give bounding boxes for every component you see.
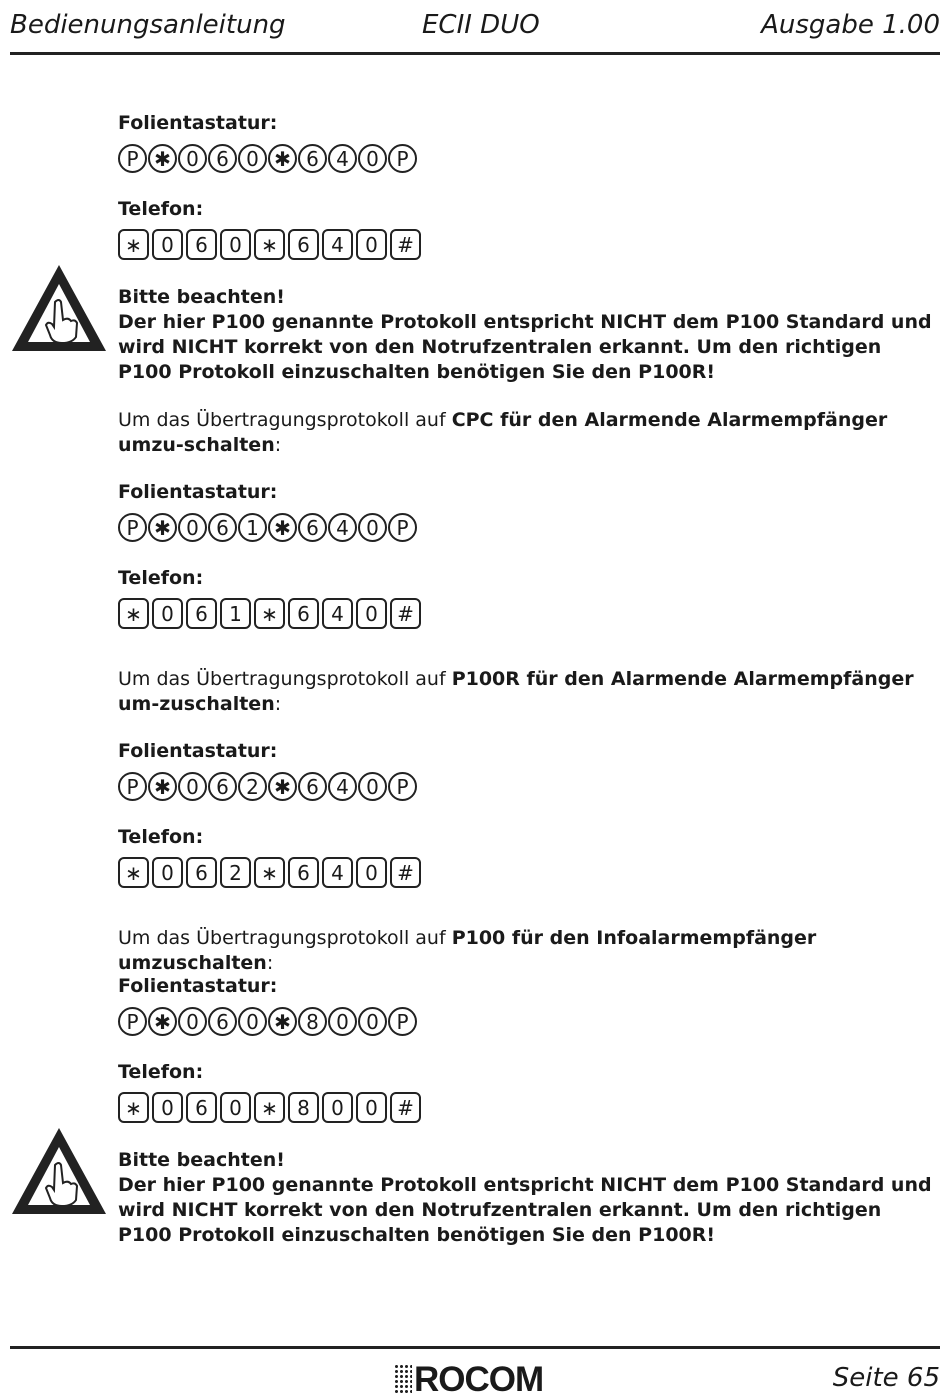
intro-tail: : [274, 693, 282, 715]
keypad-key-round: 6 [208, 144, 237, 173]
phone-key: 8 [288, 1092, 319, 1123]
page-footer [10, 1346, 940, 1399]
keypad-key-round: ✱ [268, 513, 297, 542]
intro-paragraph [118, 408, 933, 458]
phone-key: ∗ [254, 229, 285, 260]
keypad-key-round: 0 [238, 144, 267, 173]
keypad-key-round: P [118, 1007, 147, 1036]
telefon-keys [118, 229, 423, 260]
telefon-label: Telefon: [118, 1061, 204, 1083]
keypad-key-round: P [388, 513, 417, 542]
warning-hand-icon [10, 1125, 108, 1217]
folien-label: Folientastatur: [118, 740, 278, 762]
phone-key: 4 [322, 598, 353, 629]
intro-bold: P100R für den Alarmende Alarmempfänger um-zuschalten [118, 668, 914, 715]
keypad-key-round: P [388, 772, 417, 801]
keypad-key-round: 2 [238, 772, 267, 801]
keypad-key-round: 0 [328, 1007, 357, 1036]
logo-wordmark: ROCOM [414, 1359, 544, 1399]
phone-key: 0 [356, 857, 387, 888]
phone-key: # [390, 1092, 421, 1123]
phone-key: 0 [152, 598, 183, 629]
keypad-key-round: 4 [328, 772, 357, 801]
phone-key: 6 [288, 229, 319, 260]
phone-key: ∗ [118, 229, 149, 260]
keypad-key-round: ✱ [268, 144, 297, 173]
warning-text: Der hier P100 genannte Protokoll entspricht NICHT dem P100 Standard und wird NICHT korrekt von den Notrufzentralen erkannt. Um den richtigen P100 Protokoll einzuschalten benötigen Sie den P100R! [118, 311, 932, 383]
warning-block-2 [118, 1148, 938, 1248]
phone-key: 6 [186, 857, 217, 888]
telefon-keys [118, 1092, 423, 1123]
folien-label: Folientastatur: [118, 112, 278, 134]
phone-key: 0 [322, 1092, 353, 1123]
keypad-key-round: ✱ [268, 772, 297, 801]
folien-keys [118, 144, 417, 173]
phone-key: 6 [186, 229, 217, 260]
phone-key: 0 [356, 598, 387, 629]
intro-bold: P100 für den Infoalarmempfänger umzuschalten [118, 927, 817, 974]
phone-key: ∗ [254, 1092, 285, 1123]
keypad-key-round: 0 [358, 513, 387, 542]
intro-prefix: Um das Übertragungsprotokoll auf [118, 927, 452, 949]
rocom-logo [394, 1361, 543, 1397]
keypad-key-round: 6 [298, 772, 327, 801]
header-edition: Ausgabe 1.00 [761, 10, 940, 40]
phone-key: 0 [152, 857, 183, 888]
page-header [10, 6, 940, 55]
keypad-key-round: 0 [178, 772, 207, 801]
keypad-key-round: 6 [298, 513, 327, 542]
keypad-key-round: 6 [208, 772, 237, 801]
phone-key: 0 [152, 1092, 183, 1123]
phone-key: 6 [288, 857, 319, 888]
logo-dot-grid-icon [394, 1364, 412, 1394]
phone-key: 0 [356, 1092, 387, 1123]
phone-key: # [390, 857, 421, 888]
page-number: Seite 65 [832, 1363, 940, 1393]
phone-key: # [390, 229, 421, 260]
keypad-key-round: 8 [298, 1007, 327, 1036]
warning-title: Bitte beachten! [118, 1149, 285, 1171]
keypad-key-round: 6 [208, 513, 237, 542]
warning-title: Bitte beachten! [118, 286, 285, 308]
phone-key: 1 [220, 598, 251, 629]
phone-key: 2 [220, 857, 251, 888]
keypad-key-round: 6 [298, 144, 327, 173]
phone-key: ∗ [118, 857, 149, 888]
telefon-keys [118, 857, 423, 888]
phone-key: 0 [220, 1092, 251, 1123]
keypad-key-round: 0 [358, 144, 387, 173]
phone-key: 6 [186, 598, 217, 629]
phone-key: 0 [152, 229, 183, 260]
phone-key: ∗ [254, 598, 285, 629]
keypad-key-round: 0 [358, 1007, 387, 1036]
keypad-key-round: ✱ [148, 1007, 177, 1036]
intro-prefix: Um das Übertragungsprotokoll auf [118, 409, 452, 431]
telefon-keys [118, 598, 423, 629]
warning-text: Der hier P100 genannte Protokoll entspricht NICHT dem P100 Standard und wird NICHT korrekt von den Notrufzentralen erkannt. Um den richtigen P100 Protokoll einzuschalten benötigen Sie den P100R! [118, 1174, 932, 1246]
intro-tail: : [274, 434, 282, 456]
folien-keys [118, 513, 417, 542]
keypad-key-round: 6 [208, 1007, 237, 1036]
keypad-key-round: 0 [178, 1007, 207, 1036]
telefon-label: Telefon: [118, 567, 204, 589]
phone-key: 4 [322, 857, 353, 888]
keypad-key-round: 0 [358, 772, 387, 801]
phone-key: 0 [356, 229, 387, 260]
keypad-key-round: 0 [238, 1007, 267, 1036]
telefon-label: Telefon: [118, 826, 204, 848]
keypad-key-round: 4 [328, 144, 357, 173]
keypad-key-round: P [118, 144, 147, 173]
keypad-key-round: 0 [178, 144, 207, 173]
folien-keys [118, 1007, 417, 1036]
keypad-key-round: 4 [328, 513, 357, 542]
intro-tail: : [266, 952, 274, 974]
intro-bold: CPC für den Alarmende Alarmempfänger umzu-schalten [118, 409, 888, 456]
header-product: ECII DUO [422, 10, 540, 40]
intro-paragraph [118, 926, 933, 976]
phone-key: ∗ [118, 598, 149, 629]
intro-paragraph [118, 667, 933, 717]
header-title: Bedienungsanleitung [10, 10, 286, 40]
intro-prefix: Um das Übertragungsprotokoll auf [118, 668, 452, 690]
keypad-key-round: P [388, 1007, 417, 1036]
phone-key: ∗ [118, 1092, 149, 1123]
phone-key: 6 [288, 598, 319, 629]
phone-key: # [390, 598, 421, 629]
keypad-key-round: ✱ [148, 513, 177, 542]
keypad-key-round: 1 [238, 513, 267, 542]
keypad-key-round: 0 [178, 513, 207, 542]
telefon-label: Telefon: [118, 198, 204, 220]
keypad-key-round: ✱ [268, 1007, 297, 1036]
keypad-key-round: ✱ [148, 772, 177, 801]
phone-key: 6 [186, 1092, 217, 1123]
keypad-key-round: P [118, 772, 147, 801]
keypad-key-round: ✱ [148, 144, 177, 173]
folien-keys [118, 772, 417, 801]
warning-block-1 [118, 285, 938, 385]
folien-label: Folientastatur: [118, 481, 278, 503]
keypad-key-round: P [118, 513, 147, 542]
folien-label: Folientastatur: [118, 975, 278, 997]
keypad-key-round: P [388, 144, 417, 173]
phone-key: 4 [322, 229, 353, 260]
warning-hand-icon [10, 262, 108, 354]
phone-key: 0 [220, 229, 251, 260]
phone-key: ∗ [254, 857, 285, 888]
